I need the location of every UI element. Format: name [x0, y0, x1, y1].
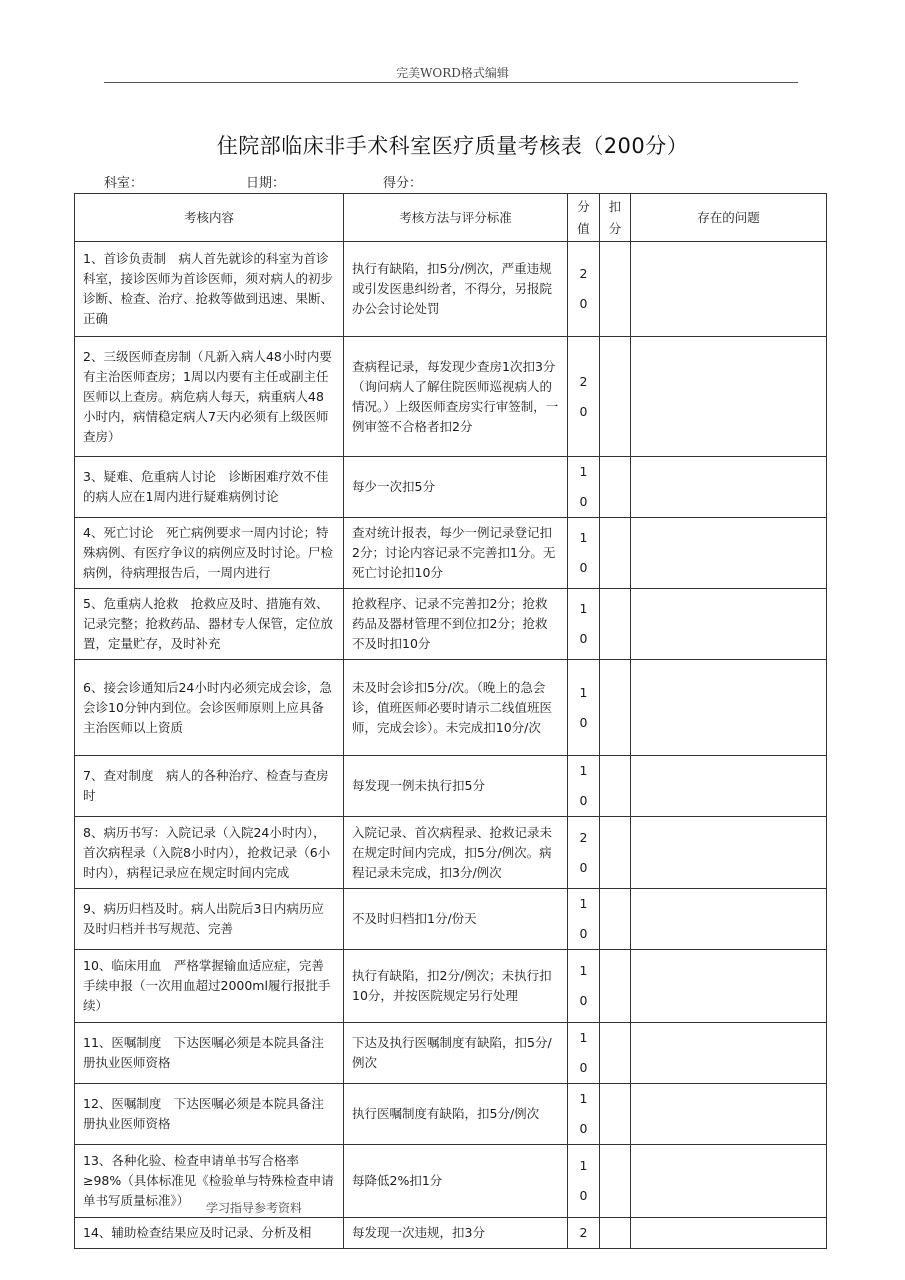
row-points-cell: 10 — [568, 1084, 600, 1145]
row-deduct-cell — [600, 950, 631, 1023]
row-deduct-cell — [600, 756, 631, 817]
row-issues-cell — [631, 660, 827, 756]
table-row — [75, 1084, 827, 1145]
header-method: 考核方法与评分标准 — [344, 194, 568, 242]
score-label: 得分： — [383, 176, 423, 191]
row-points-cell: 10 — [568, 660, 600, 756]
page-title: 住院部临床非手术科室医疗质量考核表（200分） — [216, 134, 689, 158]
table-row — [75, 1023, 827, 1084]
row-content-cell: 13、各种化验、检查申请单书写合格率≥98%（具体标准见《检验单与特殊检查申请单书写质量标准》） — [75, 1145, 344, 1218]
row-points-cell: 10 — [568, 518, 600, 589]
row-content-cell: 7、查对制度 病人的各种治疗、检查与查房时 — [75, 756, 344, 817]
row-method-cell: 入院记录、首次病程录、抢救记录未在规定时间内完成，扣5分/例次。病程记录未完成，扣3分/例次 — [344, 817, 568, 889]
row-issues-cell — [631, 1084, 827, 1145]
row-method-cell: 未及时会诊扣5分/次。（晚上的急会诊，值班医师必要时请示二线值班医师，完成会诊）。未完成扣10分/次 — [344, 660, 568, 756]
table-row — [75, 756, 827, 817]
row-deduct-cell — [600, 660, 631, 756]
row-issues-cell — [631, 337, 827, 457]
row-content-cell: 6、接会诊通知后24小时内必须完成会诊，急会诊10分钟内到位。会诊医师原则上应具备主治医师以上资质 — [75, 660, 344, 756]
row-points-cell: 10 — [568, 1023, 600, 1084]
row-content-cell: 14、辅助检查结果应及时记录、分析及相 — [75, 1218, 344, 1249]
table-row — [75, 817, 827, 889]
row-points-cell: 10 — [568, 589, 600, 660]
row-method-cell: 查对统计报表，每少一例记录登记扣2分；讨论内容记录不完善扣1分。无死亡讨论扣10分 — [344, 518, 568, 589]
header-points: 分值 — [568, 194, 600, 242]
row-deduct-cell — [600, 518, 631, 589]
row-deduct-cell — [600, 337, 631, 457]
header-issues: 存在的问题 — [631, 194, 827, 242]
row-content-cell: 4、死亡讨论 死亡病例要求一周内讨论；特殊病例、有医疗争议的病例应及时讨论。尸检病例，待病理报告后，一周内进行 — [75, 518, 344, 589]
row-method-cell: 查病程记录，每发现少查房1次扣3分（询问病人了解住院医师巡视病人的情况。）上级医师查房实行审签制，一例审签不合格者扣2分 — [344, 337, 568, 457]
table-row — [75, 518, 827, 589]
row-issues-cell — [631, 817, 827, 889]
row-content-cell: 8、病历书写：入院记录（入院24小时内），首次病程录（入院8小时内），抢救记录（6小时内），病程记录应在规定时间内完成 — [75, 817, 344, 889]
row-deduct-cell — [600, 889, 631, 950]
row-points-cell: 20 — [568, 817, 600, 889]
row-deduct-cell — [600, 1023, 631, 1084]
row-method-cell: 下达及执行医嘱制度有缺陷，扣5分/例次 — [344, 1023, 568, 1084]
row-points-cell: 20 — [568, 242, 600, 337]
row-deduct-cell — [600, 817, 631, 889]
row-issues-cell — [631, 589, 827, 660]
row-method-cell: 不及时归档扣1分/份天 — [344, 889, 568, 950]
row-method-cell: 执行有缺陷，扣5分/例次，严重违规或引发医患纠纷者，不得分，另报院办公会讨论处罚 — [344, 242, 568, 337]
date-label: 日期： — [246, 176, 286, 191]
row-method-cell: 执行医嘱制度有缺陷，扣5分/例次 — [344, 1084, 568, 1145]
row-points-cell: 10 — [568, 756, 600, 817]
header-deduct: 扣分 — [600, 194, 631, 242]
row-points-cell: 10 — [568, 950, 600, 1023]
table-row — [75, 950, 827, 1023]
row-content-cell: 9、病历归档及时。病人出院后3日内病历应及时归档并书写规范、完善 — [75, 889, 344, 950]
table-row — [75, 660, 827, 756]
row-method-cell: 每发现一次违规，扣3分 — [344, 1218, 568, 1249]
row-deduct-cell — [600, 457, 631, 518]
row-method-cell: 每少一次扣5分 — [344, 457, 568, 518]
dept-label: 科室： — [104, 176, 144, 191]
row-issues-cell — [631, 1145, 827, 1218]
row-deduct-cell — [600, 1218, 631, 1249]
row-deduct-cell — [600, 1084, 631, 1145]
table-row — [75, 457, 827, 518]
row-points-cell: 10 — [568, 1145, 600, 1218]
row-content-cell: 10、临床用血 严格掌握输血适应症，完善手续申报（一次用血超过2000ml履行报批手续） — [75, 950, 344, 1023]
page-footer: 学习指导参考资料 — [206, 1201, 303, 1215]
row-content-cell: 11、医嘱制度 下达医嘱必须是本院具备注册执业医师资格 — [75, 1023, 344, 1084]
row-issues-cell — [631, 889, 827, 950]
row-content-cell: 1、首诊负责制 病人首先就诊的科室为首诊科室，接诊医师为首诊医师，须对病人的初步诊断、检查、治疗、抢救等做到迅速、果断、正确 — [75, 242, 344, 337]
row-points-cell: 10 — [568, 457, 600, 518]
row-issues-cell — [631, 1218, 827, 1249]
row-issues-cell — [631, 242, 827, 337]
row-content-cell: 12、医嘱制度 下达医嘱必须是本院具备注册执业医师资格 — [75, 1084, 344, 1145]
row-points-cell: 2 — [568, 1218, 600, 1249]
row-content-cell: 5、危重病人抢救 抢救应及时、措施有效、记录完整；抢救药品、器材专人保管，定位放置，定量贮存，及时补充 — [75, 589, 344, 660]
header-content: 考核内容 — [75, 194, 344, 242]
row-issues-cell — [631, 518, 827, 589]
row-issues-cell — [631, 457, 827, 518]
row-method-cell: 抢救程序、记录不完善扣2分；抢救药品及器材管理不到位扣2分；抢救不及时扣10分 — [344, 589, 568, 660]
row-method-cell: 每降低2%扣1分 — [344, 1145, 568, 1218]
row-method-cell: 执行有缺陷，扣2分/例次；未执行扣10分，并按医院规定另行处理 — [344, 950, 568, 1023]
row-content-cell: 3、疑难、危重病人讨论 诊断困难疗效不佳的病人应在1周内进行疑难病例讨论 — [75, 457, 344, 518]
assessment-table — [74, 193, 827, 1249]
header-rule — [104, 82, 798, 83]
row-points-cell: 20 — [568, 337, 600, 457]
row-deduct-cell — [600, 242, 631, 337]
row-points-cell: 10 — [568, 889, 600, 950]
table-row — [75, 589, 827, 660]
table-row — [75, 1145, 827, 1218]
table-header-row — [75, 194, 827, 242]
row-deduct-cell — [600, 1145, 631, 1218]
row-issues-cell — [631, 950, 827, 1023]
table-row — [75, 889, 827, 950]
table-row — [75, 242, 827, 337]
row-method-cell: 每发现一例未执行扣5分 — [344, 756, 568, 817]
row-content-cell: 2、三级医师查房制（凡新入病人48小时内要有主治医师查房；1周以内要有主任或副主任医师以上查房。病危病人每天，病重病人48小时内，病情稳定病人7天内必须有上级医师查房） — [75, 337, 344, 457]
row-issues-cell — [631, 756, 827, 817]
row-deduct-cell — [600, 589, 631, 660]
table-row — [75, 337, 827, 457]
table-row — [75, 1218, 827, 1249]
page-header: 完美WORD格式编辑 — [396, 66, 509, 80]
row-issues-cell — [631, 1023, 827, 1084]
